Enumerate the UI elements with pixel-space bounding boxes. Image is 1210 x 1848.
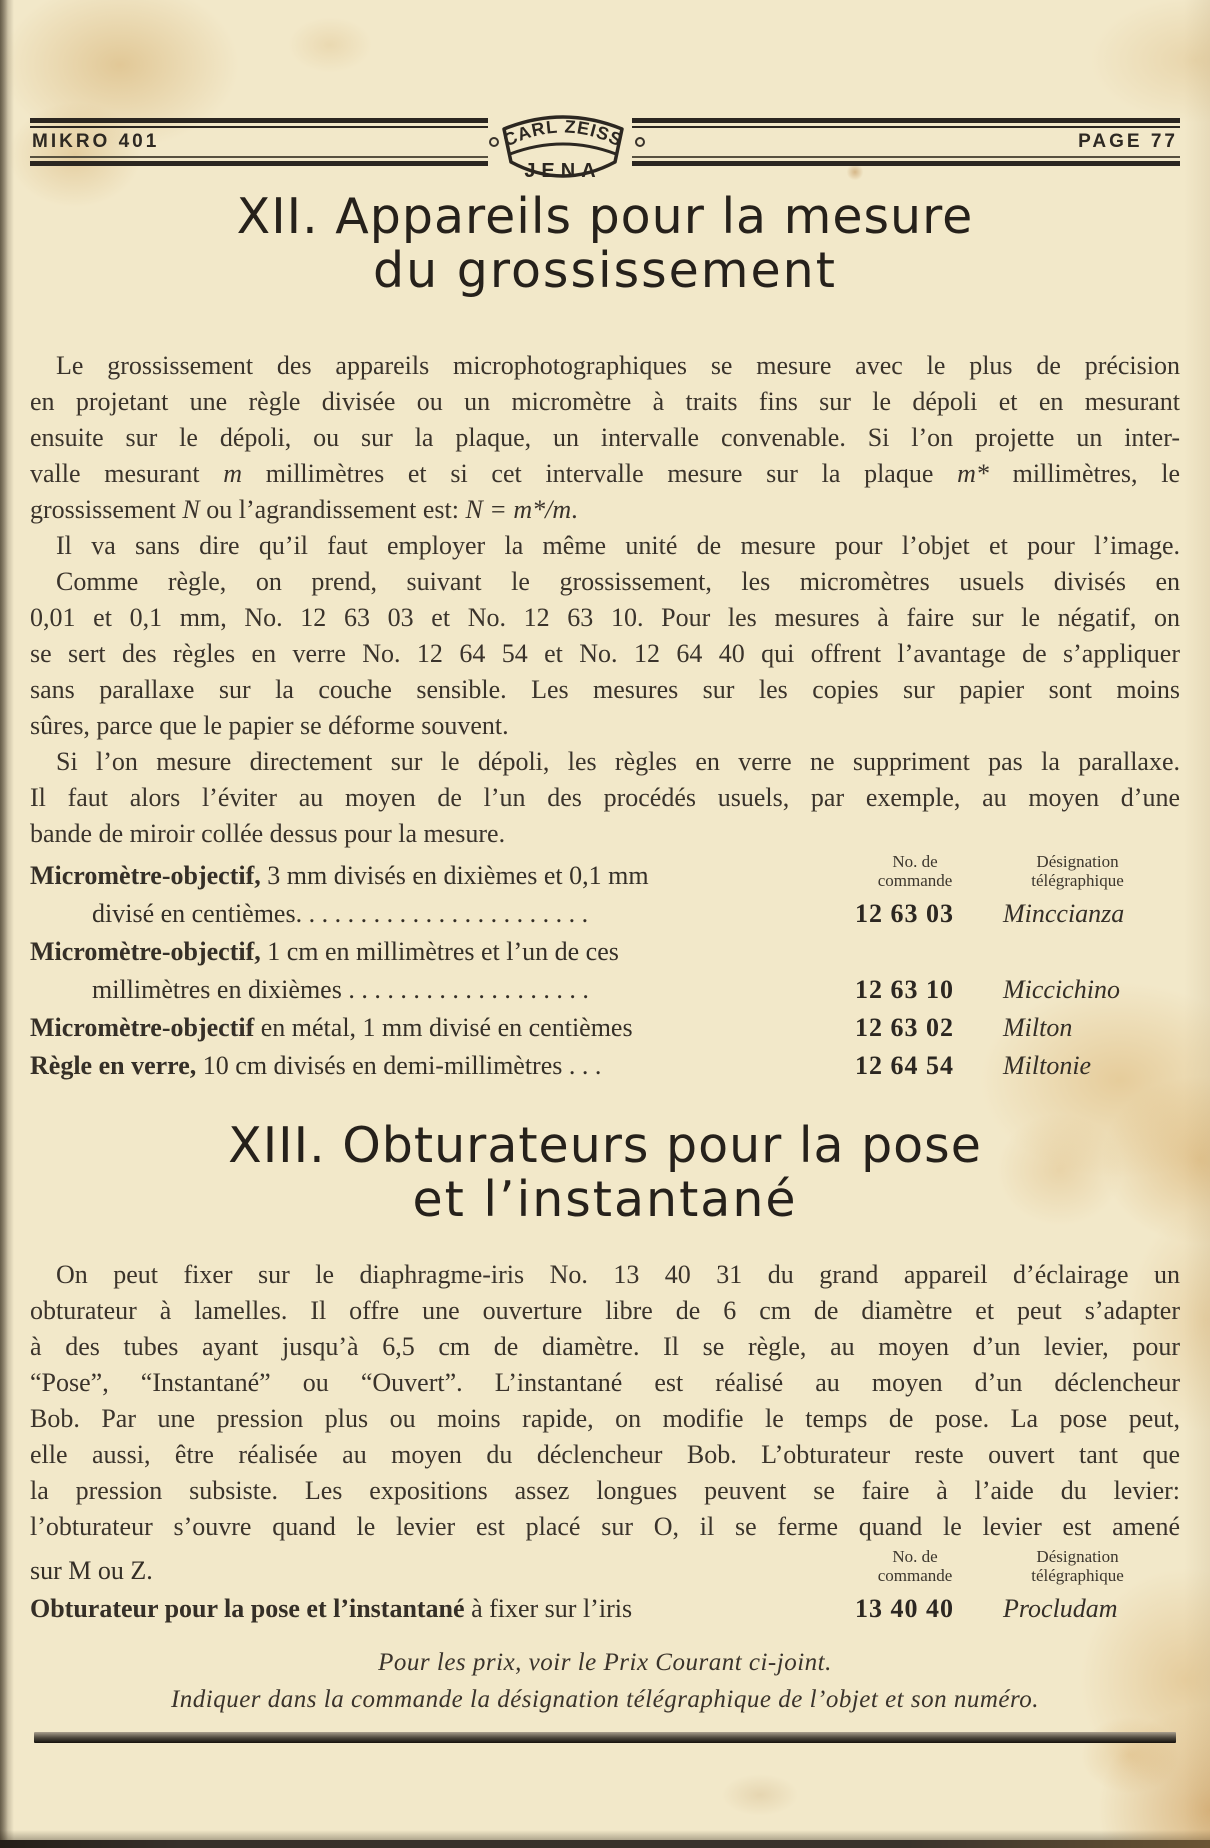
telegraphic-name: Minccianza bbox=[1003, 899, 1125, 928]
text-line: la pression subsiste. Les expositions assez longues peuvent se faire à l’aide du levier: bbox=[30, 1476, 1180, 1505]
footnote-prices: Pour les prix, voir le Prix Courant ci-joint. bbox=[378, 1649, 832, 1676]
shutter-product-table bbox=[30, 1547, 1180, 1628]
product-description: Règle en verre, 10 cm divisés en demi-millimètres . . . bbox=[30, 1051, 602, 1080]
telegraphic-name: Miccichino bbox=[1003, 975, 1120, 1004]
text-line: se sert des règles en verre No. 12 64 54 et No. 12 64 40 qui offrent l’avantage de s’appliquer bbox=[30, 639, 1180, 668]
telegraphic-name: Procludam bbox=[1003, 1594, 1118, 1623]
paragraph-same-unit bbox=[30, 528, 1180, 564]
product-description: Micromètre-objectif en métal, 1 mm divisé en centièmes bbox=[30, 1013, 633, 1042]
masthead-rule-top-right bbox=[632, 118, 1180, 128]
section-end-rule bbox=[34, 1732, 1176, 1743]
table-row bbox=[30, 852, 1180, 895]
text-line: sans parallaxe sur la couche sensible. Les mesures sur les copies sur papier sont moins bbox=[30, 675, 1180, 704]
text-line: Le grossissement des appareils microphotographiques se mesure avec le plus de précision bbox=[56, 351, 1180, 380]
text-line: sûres, parce que le papier se déforme souvent. bbox=[30, 711, 509, 740]
column-header-telegraphic-designation: Désignation télégraphique bbox=[1031, 852, 1124, 890]
order-number: 13 40 40 bbox=[855, 1594, 954, 1623]
footnote-ordering: Indiquer dans la commande la désignation télégraphique de l’objet et son numéro. bbox=[170, 1686, 1040, 1713]
carl-zeiss-jena-logo bbox=[497, 98, 629, 194]
order-number: 12 63 02 bbox=[855, 1013, 954, 1042]
section-xiii-title-line2: et l’instantané bbox=[412, 1171, 798, 1228]
text-line: Il faut alors l’éviter au moyen de l’un des procédés usuels, par exemple, au moyen d’une bbox=[30, 783, 1180, 812]
masthead-rule-bottom-right bbox=[632, 156, 1180, 166]
table-row bbox=[30, 971, 1180, 1009]
product-description: Micromètre-objectif, 3 mm divisés en dixièmes et 0,1 mm bbox=[30, 861, 649, 890]
section-xii-title bbox=[30, 190, 1180, 298]
column-header-telegraphic-designation: Désignation télégraphique bbox=[1031, 1547, 1124, 1585]
text-line: “Pose”, “Instantané” ou “Ouvert”. L’instantané est réalisé au moyen d’un déclencheur bbox=[30, 1368, 1180, 1397]
order-number: 12 63 03 bbox=[855, 899, 954, 928]
product-description: divisé en centièmes. . . . . . . . . . . . . . . . . . . . . . . bbox=[92, 899, 589, 928]
product-description: Micromètre-objectif, 1 cm en millimètres et l’un de ces bbox=[30, 937, 619, 966]
order-number: 12 64 54 bbox=[855, 1051, 954, 1080]
logo-text-bottom: JENA bbox=[524, 160, 602, 182]
order-number: 12 63 10 bbox=[855, 975, 954, 1004]
paragraph-parallax bbox=[30, 744, 1180, 852]
product-description: millimètres en dixièmes . . . . . . . . . . . . . . . . . . . bbox=[92, 975, 589, 1004]
text-line: Bob. Par une pression plus ou moins rapide, on modifie le temps de pose. La pose peut, bbox=[30, 1404, 1180, 1433]
table-row bbox=[30, 1547, 1180, 1590]
footnotes bbox=[30, 1644, 1180, 1718]
paragraph-micrometers bbox=[30, 564, 1180, 744]
table-row bbox=[30, 1009, 1180, 1047]
text-line: Il va sans dire qu’il faut employer la même unité de mesure pour l’objet et pour l’image. bbox=[56, 531, 1180, 560]
page-masthead bbox=[30, 116, 1180, 182]
text-line: Si l’on mesure directement sur le dépoli, les règles en verre ne suppriment pas la parallaxe. bbox=[56, 747, 1180, 776]
page-number-label: PAGE 77 bbox=[1078, 131, 1178, 152]
text-line: ensuite sur le dépoli, ou sur la plaque, un intervalle convenable. Si l’on projette un inter- bbox=[30, 423, 1180, 452]
text-line: grossissement N ou l’agrandissement est: N = m*/m. bbox=[30, 495, 578, 524]
table-row bbox=[30, 895, 1180, 933]
micrometer-product-table bbox=[30, 852, 1180, 1085]
table-row bbox=[30, 1047, 1180, 1085]
column-header-order-number: No. de commande bbox=[877, 852, 953, 890]
text-line: bande de miroir collée dessus pour la mesure. bbox=[30, 819, 506, 848]
text-line: 0,01 et 0,1 mm, No. 12 63 03 et No. 12 63 10. Pour les mesures à faire sur le négatif, on bbox=[30, 603, 1180, 632]
product-description: sur M ou Z. bbox=[30, 1556, 153, 1585]
ornament-circle-icon bbox=[635, 137, 645, 147]
section-xiii-title-line1: XIII. Obturateurs pour la pose bbox=[228, 1117, 982, 1174]
section-xii-title-line2: du grossissement bbox=[373, 242, 837, 299]
catalog-code-label: MIKRO 401 bbox=[32, 131, 160, 152]
paragraph-measurement-intro bbox=[30, 348, 1180, 528]
text-line: valle mesurant m millimètres et si cet intervalle mesure sur la plaque m* millimètres, le bbox=[30, 459, 1181, 488]
text-line: Comme règle, on prend, suivant le grossissement, les micromètres usuels divisés en bbox=[56, 567, 1180, 596]
table-row bbox=[30, 1590, 1180, 1628]
text-line: elle aussi, être réalisée au moyen du déclencheur Bob. L’obturateur reste ouvert tant que bbox=[30, 1440, 1180, 1469]
text-line: On peut fixer sur le diaphragme-iris No. 13 40 31 du grand appareil d’éclairage un bbox=[56, 1260, 1180, 1289]
text-line: obturateur à lamelles. Il offre une ouverture libre de 6 cm de diamètre et peut s’adapter bbox=[30, 1296, 1180, 1325]
paragraph-shutter bbox=[30, 1257, 1180, 1545]
telegraphic-name: Miltonie bbox=[1003, 1051, 1092, 1080]
text-line: à des tubes ayant jusqu’à 6,5 cm de diamètre. Il se règle, au moyen d’un levier, pour bbox=[30, 1332, 1180, 1361]
section-xii-title-line1: XII. Appareils pour la mesure bbox=[236, 188, 974, 245]
text-line: l’obturateur s’ouvre quand le levier est placé sur O, il se ferme quand le levier est amené bbox=[30, 1512, 1180, 1541]
text-line: en projetant une règle divisée ou un micromètre à traits fins sur le dépoli et en mesurant bbox=[30, 387, 1180, 416]
section-xiii-title bbox=[30, 1119, 1180, 1227]
masthead-rule-top-left bbox=[30, 118, 488, 128]
table-row bbox=[30, 933, 1180, 971]
masthead-rule-bottom-left bbox=[30, 156, 488, 166]
page-left-edge-shadow bbox=[0, 0, 8, 1848]
logo-text-top: CARL ZEISS bbox=[500, 116, 626, 151]
product-description: Obturateur pour la pose et l’instantané à fixer sur l’iris bbox=[30, 1594, 633, 1623]
page-bottom-edge bbox=[0, 1840, 1210, 1848]
telegraphic-name: Milton bbox=[1003, 1013, 1073, 1042]
column-header-order-number: No. de commande bbox=[877, 1547, 953, 1585]
